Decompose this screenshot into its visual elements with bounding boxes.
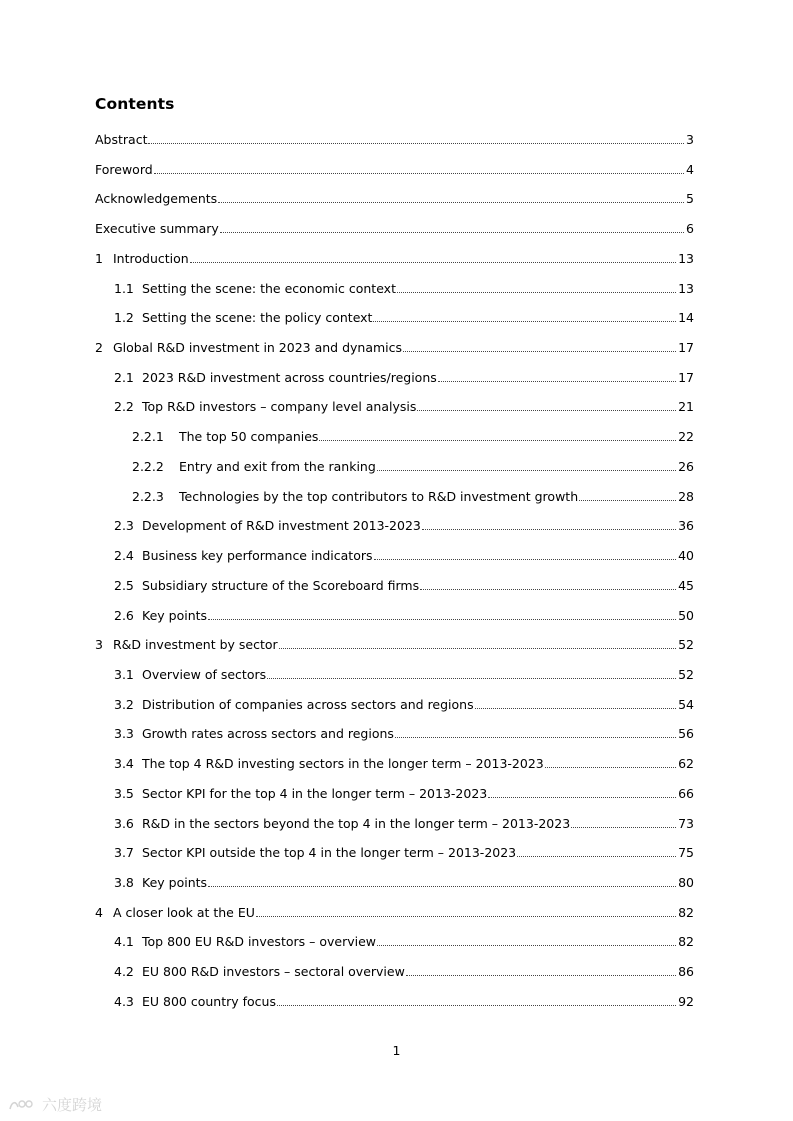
toc-entry-page: 52 [678, 666, 694, 682]
toc-entry-title: Foreword [95, 161, 153, 177]
toc-entry-title: A closer look at the EU [113, 904, 255, 920]
toc-dot-leader [517, 856, 676, 857]
toc-entry-page: 82 [678, 904, 694, 920]
toc-entry-number: 3.2 [114, 696, 134, 712]
watermark-logo-icon [8, 1097, 36, 1113]
toc-dot-leader [377, 470, 676, 471]
toc-dot-leader [579, 500, 676, 501]
toc-entry-title: Subsidiary structure of the Scoreboard firms [142, 577, 420, 593]
toc-entry-page: 56 [678, 726, 694, 742]
toc-entry-number: 1.1 [114, 280, 134, 296]
toc-entry[interactable] [114, 693, 694, 713]
toc-dot-leader [256, 916, 676, 917]
toc-dot-leader [319, 440, 676, 441]
toc-entry-number: 2.5 [114, 577, 134, 593]
watermark-text: 六度跨境 [42, 1096, 103, 1114]
toc-dot-leader [374, 559, 677, 560]
toc-dot-leader [277, 1005, 676, 1006]
toc-entry[interactable] [114, 514, 694, 534]
toc-entry-page: 3 [686, 132, 694, 147]
toc-entry-number: 3.4 [114, 756, 134, 772]
toc-entry[interactable] [114, 782, 694, 802]
toc-entry-number: 3 [95, 637, 103, 653]
toc-entry-number: 2.3 [114, 518, 134, 534]
toc-entry[interactable] [114, 574, 694, 594]
toc-entry-title: 2023 R&D investment across countries/regions [142, 369, 437, 385]
toc-entry[interactable] [95, 633, 694, 653]
toc-entry-page: 92 [678, 993, 694, 1009]
toc-entry[interactable] [114, 663, 694, 683]
toc-entry-number: 3.8 [114, 875, 134, 890]
toc-entry-title: Sector KPI outside the top 4 in the longer term – 2013-2023 [142, 845, 517, 861]
toc-entry-page: 14 [678, 310, 694, 326]
toc-entry[interactable] [95, 247, 694, 267]
toc-entry-page: 5 [686, 191, 694, 207]
toc-dot-leader [488, 797, 676, 798]
toc-entry-number: 3.7 [114, 845, 134, 861]
page-number: 1 [392, 1043, 401, 1058]
toc-entry[interactable] [132, 455, 694, 475]
toc-entry[interactable] [95, 158, 694, 178]
toc-entry[interactable] [114, 306, 694, 326]
toc-entry-page: 13 [678, 280, 694, 296]
toc-entry-title: Acknowledgements [95, 191, 218, 207]
toc-entry-title: Abstract [95, 132, 148, 147]
toc-entry-number: 2.2.3 [132, 488, 164, 504]
toc-entry-page: 17 [678, 340, 694, 356]
toc-dot-leader [420, 589, 676, 590]
toc-dot-leader [148, 143, 684, 144]
toc-entry-page: 62 [678, 756, 694, 772]
toc-entry-title: Technologies by the top contributors to R&D investment growth [179, 488, 579, 504]
toc-entry[interactable] [114, 544, 694, 564]
toc-entry-page: 75 [678, 845, 694, 861]
toc-dot-leader [279, 648, 676, 649]
toc-entry-page: 54 [678, 696, 694, 712]
toc-entry[interactable] [114, 841, 694, 861]
toc-entry-page: 73 [678, 815, 694, 831]
toc-entry-number: 3.3 [114, 726, 134, 742]
toc-entry[interactable] [114, 366, 694, 386]
toc-entry-number: 1.2 [114, 310, 134, 326]
toc-entry[interactable] [95, 128, 694, 148]
toc-entry[interactable] [114, 752, 694, 772]
toc-entry-title: Executive summary [95, 221, 219, 237]
toc-entry-number: 2 [95, 340, 103, 356]
toc-entry[interactable] [95, 217, 694, 237]
toc-entry-page: 6 [686, 221, 694, 237]
toc-dot-leader [190, 262, 676, 263]
toc-entry-title: Entry and exit from the ranking [179, 458, 376, 474]
toc-dot-leader [208, 886, 676, 887]
toc-dot-leader [373, 321, 676, 322]
toc-entry-title: Overview of sectors [142, 666, 267, 682]
toc-entry-page: 82 [678, 934, 694, 950]
toc-entry-page: 45 [678, 577, 694, 593]
toc-entry-page: 86 [678, 964, 694, 980]
toc-entry-number: 3.6 [114, 815, 134, 831]
toc-entry[interactable] [95, 187, 694, 207]
toc-entry-title: Top 800 EU R&D investors – overview [142, 934, 377, 950]
toc-entry-title: R&D investment by sector [113, 637, 278, 653]
toc-entry[interactable] [114, 812, 694, 832]
toc-dot-leader [545, 767, 676, 768]
toc-entry-page: 40 [678, 548, 694, 564]
toc-entry[interactable] [114, 990, 694, 1010]
toc-entry-number: 2.2.2 [132, 458, 164, 474]
toc-entry-page: 66 [678, 785, 694, 801]
toc-dot-leader [267, 678, 676, 679]
toc-entry[interactable] [114, 722, 694, 742]
toc-entry-title: Setting the scene: the economic context [142, 280, 396, 296]
toc-entry-number: 2.2 [114, 399, 134, 415]
contents-title: Contents [95, 95, 175, 113]
toc-entry-title: Key points [142, 607, 208, 623]
toc-entry-number: 2.6 [114, 607, 134, 623]
toc-dot-leader [422, 529, 676, 530]
toc-dot-leader [395, 737, 676, 738]
toc-dot-leader [154, 173, 684, 174]
toc-entry-number: 4.1 [114, 934, 134, 950]
toc-entry-title: Key points [142, 875, 208, 890]
toc-entry-number: 2.1 [114, 369, 134, 385]
toc-dot-leader [417, 410, 676, 411]
toc-entry-number: 4.3 [114, 993, 134, 1009]
toc-dot-leader [403, 351, 676, 352]
toc-entry-number: 1 [95, 250, 103, 266]
toc-entry-title: Distribution of companies across sectors and regions [142, 696, 474, 712]
toc-entry[interactable] [114, 604, 694, 624]
toc-dot-leader [208, 619, 676, 620]
toc-entry-title: Top R&D investors – company level analysis [142, 399, 417, 415]
toc-entry-number: 4 [95, 904, 103, 920]
toc-entry-number: 4.2 [114, 964, 134, 980]
toc-entry[interactable] [114, 960, 694, 980]
toc-entry-title: EU 800 country focus [142, 993, 276, 1009]
toc-entry[interactable] [95, 336, 694, 356]
toc-entry-page: 28 [678, 488, 694, 504]
toc-entry-number: 3.1 [114, 666, 134, 682]
toc-dot-leader [438, 381, 676, 382]
toc-dot-leader [397, 292, 676, 293]
toc-entry-number: 2.4 [114, 548, 134, 564]
toc-dot-leader [377, 945, 676, 946]
toc-entry[interactable] [114, 930, 694, 950]
toc-entry-page: 17 [678, 369, 694, 385]
toc-entry[interactable] [114, 277, 694, 297]
toc-dot-leader [406, 975, 676, 976]
toc-entry-number: 3.5 [114, 785, 134, 801]
toc-entry-title: Global R&D investment in 2023 and dynamics [113, 340, 403, 356]
toc-entry-page: 4 [686, 161, 694, 177]
toc-entry-title: Development of R&D investment 2013-2023 [142, 518, 421, 534]
toc-entry-title: Introduction [113, 250, 189, 266]
toc-entry[interactable] [132, 425, 694, 445]
watermark [8, 1094, 102, 1115]
toc-entry-title: EU 800 R&D investors – sectoral overview [142, 964, 405, 980]
toc-entry-title: Business key performance indicators [142, 548, 373, 564]
toc-entry-page: 80 [678, 875, 694, 890]
toc-entry[interactable] [114, 871, 694, 891]
toc-entry-title: Growth rates across sectors and regions [142, 726, 394, 742]
toc-entry-page: 52 [678, 637, 694, 653]
toc-entry-page: 50 [678, 607, 694, 623]
toc-entry[interactable] [95, 901, 694, 921]
toc-dot-leader [218, 202, 684, 203]
toc-entry-page: 26 [678, 458, 694, 474]
toc-entry-title: The top 4 R&D investing sectors in the longer term – 2013-2023 [142, 756, 544, 772]
toc-entry-number: 2.2.1 [132, 429, 164, 445]
toc-entry-page: 13 [678, 250, 694, 266]
toc-entry[interactable] [132, 485, 694, 505]
toc-entry-page: 21 [678, 399, 694, 415]
toc-entry-page: 36 [678, 518, 694, 534]
toc-dot-leader [571, 827, 676, 828]
toc-entry-title: Setting the scene: the policy context [142, 310, 373, 326]
toc-dot-leader [220, 232, 684, 233]
toc-entry-title: R&D in the sectors beyond the top 4 in the longer term – 2013-2023 [142, 815, 571, 831]
toc-entry-page: 22 [678, 429, 694, 445]
toc-entry[interactable] [114, 395, 694, 415]
toc-entry-title: The top 50 companies [179, 429, 319, 445]
toc-entry-title: Sector KPI for the top 4 in the longer term – 2013-2023 [142, 785, 488, 801]
toc-dot-leader [475, 708, 676, 709]
